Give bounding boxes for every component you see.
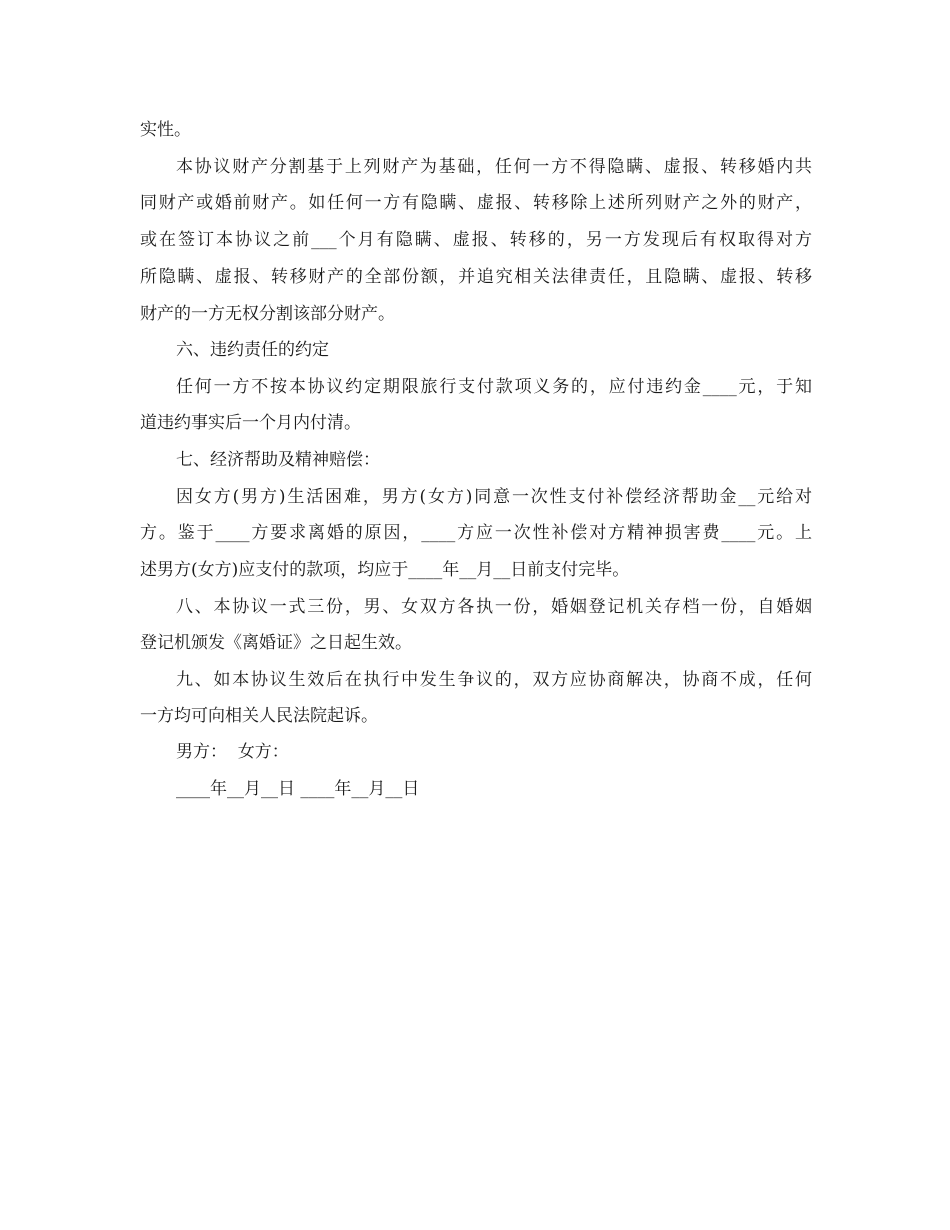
text-line: 登记机颁发《离婚证》之日起生效。: [140, 633, 412, 653]
paragraph-line: 因女方(男方)生活困难，男方(女方)同意一次性支付补偿经济帮助金__元给对: [176, 487, 812, 507]
text-line: 实性。: [140, 120, 191, 140]
signature-dates: ____年__月__日 ____年__月__日: [176, 779, 420, 799]
text-line: 方。鉴于____方要求离婚的原因，____方应一次性补偿对方精神损害费____元。上: [140, 523, 812, 543]
section-heading: 六、违约责任的约定: [176, 340, 329, 360]
text-line: 或在签订本协议之前___个月有隐瞒、虚报、转移的，另一方发现后有权取得对方: [140, 230, 812, 250]
text-line: 所隐瞒、虚报、转移财产的全部份额，并追究相关法律责任，且隐瞒、虚报、转移: [140, 267, 812, 287]
text-line: 财产的一方无权分割该部分财产。: [140, 304, 395, 324]
text-line: 一方均可向相关人民法院起诉。: [140, 706, 378, 726]
paragraph-line: 本协议财产分割基于上列财产为基础，任何一方不得隐瞒、虚报、转移婚内共: [176, 157, 812, 177]
signature-labels: 男方： 女方：: [176, 742, 289, 762]
section-heading: 七、经济帮助及精神赔偿：: [176, 450, 380, 470]
paragraph-line: 九、如本协议生效后在执行中发生争议的，双方应协商解决，协商不成，任何: [176, 670, 812, 690]
paragraph-line: 八、本协议一式三份，男、女双方各执一份，婚姻登记机关存档一份，自婚姻: [176, 597, 812, 617]
text-line: 述男方(女方)应支付的款项，均应于____年__月__日前支付完毕。: [140, 560, 630, 580]
text-line: 同财产或婚前财产。如任何一方有隐瞒、虚报、转移除上述所列财产之外的财产，: [140, 193, 812, 213]
text-line: 道违约事实后一个月内付清。: [140, 413, 361, 433]
paragraph-line: 任何一方不按本协议约定期限旅行支付款项义务的，应付违约金____元，于知: [176, 377, 812, 397]
